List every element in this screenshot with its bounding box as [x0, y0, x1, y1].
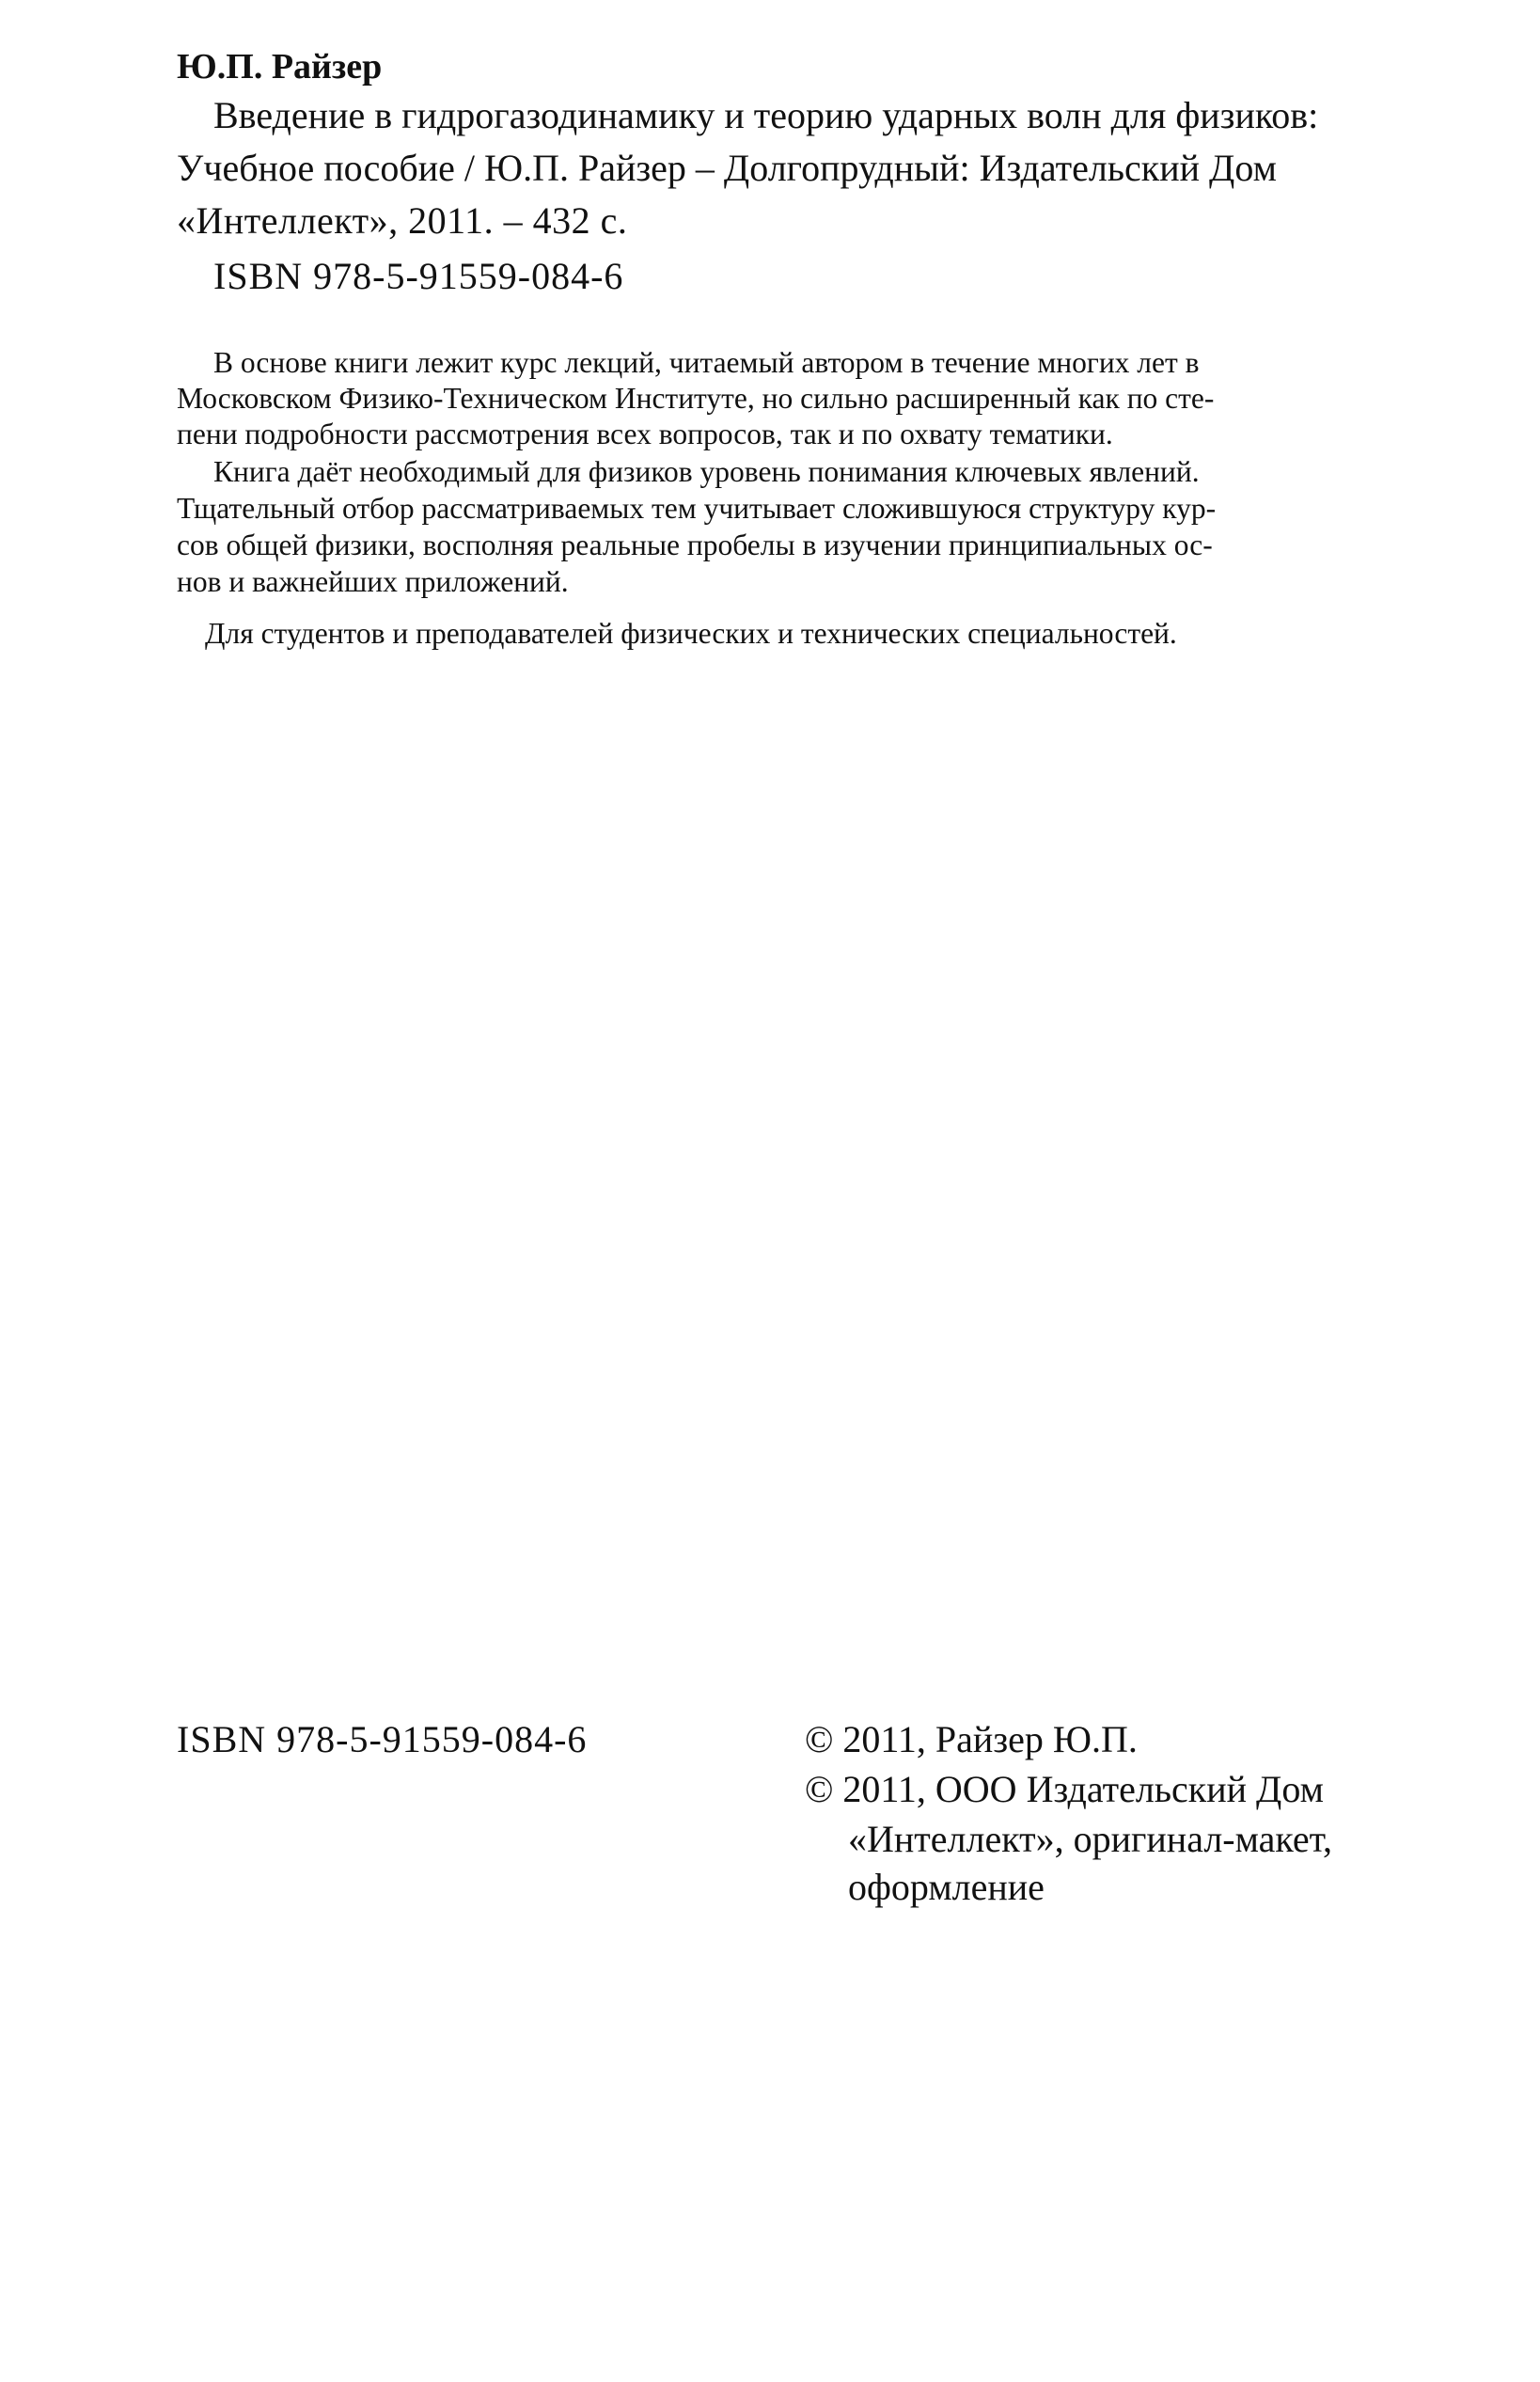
annotation-line-6: сов общей физики, восполняя реальные пробелы в изучении принципиальных ос-	[177, 528, 1213, 561]
annotation-line-5: Тщательный отбор рассматриваемых тем учитывает сложившуюся структуру кур-	[177, 492, 1217, 525]
annotation-line-2: Московском Физико-Техническом Институте, но сильно расширенный как по сте-	[177, 382, 1215, 415]
copyright-line-2: © 2011, ООО Издательский Дом	[805, 1768, 1324, 1810]
copyright-line-4: оформление	[848, 1866, 1045, 1908]
bibliography-line-2: Учебное пособие / Ю.П. Райзер – Долгопрудный: Издательский Дом	[177, 147, 1277, 189]
copyright-line-3: «Интеллект», оригинал-макет,	[848, 1818, 1333, 1860]
audience-note: Для студентов и преподавателей физических и технических специальностей.	[205, 617, 1177, 650]
annotation-line-1: В основе книги лежит курс лекций, читаемый автором в течение многих лет в	[213, 346, 1200, 379]
isbn-top: ISBN 978-5-91559-084-6	[213, 255, 624, 297]
bibliography-line-3: «Интеллект», 2011. – 432 с.	[177, 199, 628, 242]
author-name: Ю.П. Райзер	[177, 47, 383, 87]
annotation-line-7: нов и важнейших приложений.	[177, 565, 569, 598]
annotation-line-4: Книга даёт необходимый для физиков уровень понимания ключевых явлений.	[213, 455, 1200, 488]
isbn-bottom: ISBN 978-5-91559-084-6	[177, 1718, 588, 1760]
bibliography-line-1: Введение в гидрогазодинамику и теорию ударных волн для физиков:	[213, 94, 1319, 136]
annotation-line-3: пени подробности рассмотрения всех вопросов, так и по охвату тематики.	[177, 418, 1113, 450]
copyright-line-1: © 2011, Райзер Ю.П.	[805, 1718, 1138, 1760]
